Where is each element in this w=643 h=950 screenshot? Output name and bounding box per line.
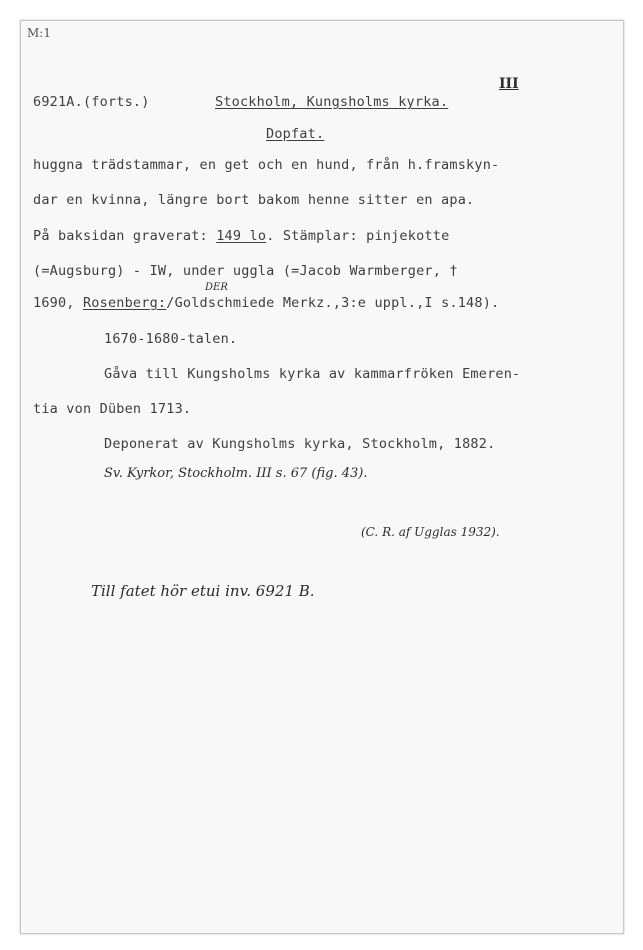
text-line-3 <box>33 230 449 244</box>
etui-note: Till fatet hör etui inv. 6921 B. <box>91 582 315 600</box>
rosenberg-ref: Rosenberg: <box>82 295 167 311</box>
signature: (C. R. af Ugglas 1932). <box>361 525 500 539</box>
year-1690: 1690, <box>33 295 75 311</box>
text-line-1: huggna trädstammar, en get och en hund, från h.framskyn- <box>33 157 500 173</box>
catalog-card <box>20 20 624 934</box>
engraving-label: På baksidan graverat: <box>33 228 208 244</box>
accession-number <box>33 96 150 110</box>
accession-id: 6921A. <box>33 94 83 110</box>
text-line-6: 1670-1680-talen. <box>104 331 238 347</box>
weight-value: 149 lo <box>216 228 267 244</box>
text-line-2: dar en kvinna, längre bort bakom henne sitter en apa. <box>33 192 475 208</box>
text-line-4: (=Augsburg) - IW, under uggla (=Jacob Warmberger, † <box>33 263 458 279</box>
text-line-9: Deponerat av Kungsholms kyrka, Stockholm, 1882. <box>104 436 496 452</box>
text-line-7: Gåva till Kungsholms kyrka av kammarfröken Emeren- <box>104 366 521 382</box>
corner-note: M:1 <box>27 26 51 40</box>
slash-mark: / <box>166 295 175 311</box>
text-line-8: tia von Düben 1713. <box>33 401 192 417</box>
text-line-5 <box>33 297 499 311</box>
forts-label: (forts.) <box>82 94 150 110</box>
goldschmiede-ref: Goldschmiede Merkz.,3:e uppl.,I s.148). <box>174 295 500 311</box>
location-heading: Stockholm, Kungsholms kyrka. <box>215 94 449 110</box>
insert-der: DER <box>205 282 228 293</box>
object-type-heading: Dopfat. <box>266 126 325 142</box>
literature-reference: Sv. Kyrkor, Stockholm. III s. 67 (fig. 43). <box>104 466 368 481</box>
stamps-label: . Stämplar: pinjekotte <box>266 228 450 244</box>
roman-numeral: III <box>499 76 519 92</box>
